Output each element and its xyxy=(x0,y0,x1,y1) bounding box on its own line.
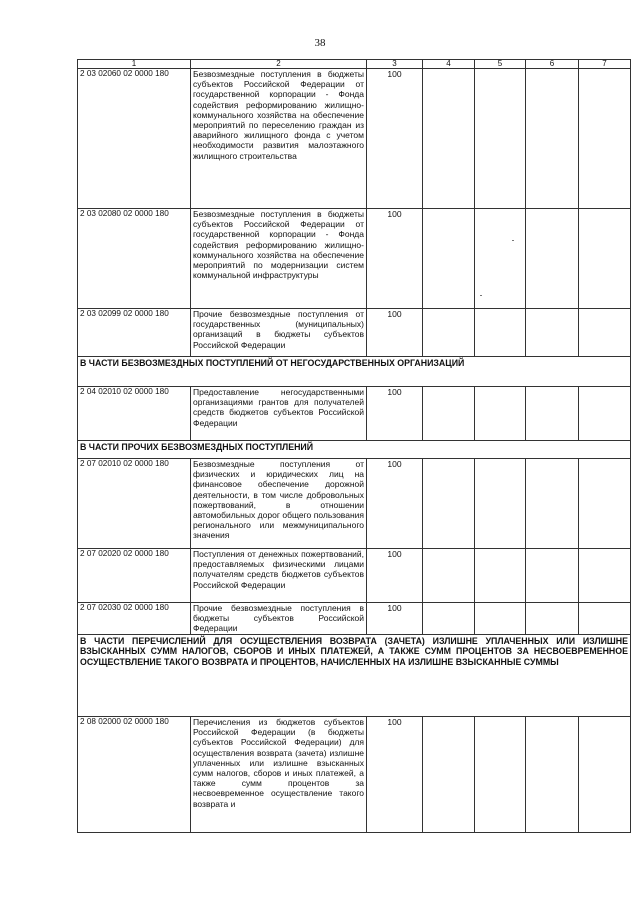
table-row xyxy=(78,549,631,603)
empty-cell xyxy=(475,209,526,309)
budget-code: 2 03 02060 02 0000 180 xyxy=(78,69,191,209)
empty-cell xyxy=(579,603,631,635)
empty-cell xyxy=(475,69,526,209)
empty-cell xyxy=(526,69,579,209)
column-number: 2 xyxy=(191,60,367,69)
budget-code: 2 03 02099 02 0000 180 xyxy=(78,309,191,357)
budget-code: 2 07 02030 02 0000 180 xyxy=(78,603,191,635)
budget-code: 2 07 02010 02 0000 180 xyxy=(78,459,191,549)
table-row xyxy=(78,717,631,833)
table-row xyxy=(78,309,631,357)
empty-cell xyxy=(475,309,526,357)
table-row xyxy=(78,69,631,209)
scan-speck xyxy=(512,240,514,241)
column-number: 6 xyxy=(526,60,579,69)
section-heading: В ЧАСТИ БЕЗВОЗМЕЗДНЫХ ПОСТУПЛЕНИЙ ОТ НЕГОСУДАРСТВЕННЫХ ОРГАНИЗАЦИЙ xyxy=(78,357,631,387)
budget-code: 2 03 02080 02 0000 180 xyxy=(78,209,191,309)
page-number: 38 xyxy=(314,37,326,49)
empty-cell xyxy=(579,549,631,603)
revenue-description: Безвозмездные поступления от физических и юридических лиц на финансовое обеспечение дорожной деятельности, в том числе добровольных пожертвований, в отношении автомобильных дорог общего пользования регионального или межмуниципального значения xyxy=(191,459,367,549)
percent-value: 100 xyxy=(367,309,423,357)
column-number: 5 xyxy=(475,60,526,69)
empty-cell xyxy=(423,387,475,441)
empty-cell xyxy=(423,69,475,209)
empty-cell xyxy=(475,549,526,603)
revenue-description: Прочие безвозмездные поступления в бюджеты субъектов Российской Федерации xyxy=(191,603,367,635)
empty-cell xyxy=(579,387,631,441)
percent-value: 100 xyxy=(367,459,423,549)
empty-cell xyxy=(475,387,526,441)
empty-cell xyxy=(423,717,475,833)
empty-cell xyxy=(526,309,579,357)
revenue-description: Предоставление негосударственными организациями грантов для получателей средств бюджетов субъектов Российской Федерации xyxy=(191,387,367,441)
revenue-table xyxy=(77,59,631,833)
empty-cell xyxy=(423,549,475,603)
percent-value: 100 xyxy=(367,603,423,635)
budget-code: 2 07 02020 02 0000 180 xyxy=(78,549,191,603)
percent-value: 100 xyxy=(367,69,423,209)
table-row xyxy=(78,459,631,549)
empty-cell xyxy=(475,603,526,635)
section-heading: В ЧАСТИ ПЕРЕЧИСЛЕНИЙ ДЛЯ ОСУЩЕСТВЛЕНИЯ ВОЗВРАТА (ЗАЧЕТА) ИЗЛИШНЕ УПЛАЧЕННЫХ ИЛИ ИЗЛИШНЕ ВЗЫСКАННЫХ СУММ НАЛОГОВ, СБОРОВ И ИНЫХ ПЛАТЕЖЕЙ, А ТАКЖЕ СУММ ПРОЦЕНТОВ ЗА НЕСВОЕВРЕМЕННОЕ ОСУЩЕСТВЛЕНИЕ ТАКОГО ВОЗВРАТА И ПРОЦЕНТОВ, НАЧИСЛЕННЫХ НА ИЗЛИШНЕ ВЗЫСКАННЫЕ СУММЫ xyxy=(78,635,631,717)
budget-code: 2 04 02010 02 0000 180 xyxy=(78,387,191,441)
empty-cell xyxy=(526,549,579,603)
revenue-description: Прочие безвозмездные поступления от государственных (муниципальных) организаций в бюджеты субъектов Российской Федерации xyxy=(191,309,367,357)
empty-cell xyxy=(475,717,526,833)
empty-cell xyxy=(579,209,631,309)
empty-cell xyxy=(423,603,475,635)
revenue-description: Перечисления из бюджетов субъектов Российской Федерации (в бюджеты субъектов Российской Федерации) для осуществления возврата (зачета) излишне уплаченных или излишне взысканных сумм налогов, сборов и иных платежей, а также сумм процентов за несвоевременное осуществление такого возврата и xyxy=(191,717,367,833)
empty-cell xyxy=(526,387,579,441)
column-number: 4 xyxy=(423,60,475,69)
percent-value: 100 xyxy=(367,387,423,441)
empty-cell xyxy=(526,209,579,309)
section-heading-row xyxy=(78,357,631,387)
section-heading-row xyxy=(78,441,631,459)
column-number-row xyxy=(78,60,631,69)
empty-cell xyxy=(475,459,526,549)
empty-cell xyxy=(526,717,579,833)
column-number: 7 xyxy=(579,60,631,69)
empty-cell xyxy=(526,459,579,549)
empty-cell xyxy=(423,209,475,309)
empty-cell xyxy=(579,309,631,357)
empty-cell xyxy=(423,309,475,357)
empty-cell xyxy=(579,459,631,549)
percent-value: 100 xyxy=(367,717,423,833)
table-row xyxy=(78,603,631,635)
budget-code: 2 08 02000 02 0000 180 xyxy=(78,717,191,833)
empty-cell xyxy=(579,69,631,209)
scan-speck xyxy=(480,295,482,296)
percent-value: 100 xyxy=(367,549,423,603)
revenue-description: Безвозмездные поступления в бюджеты субъектов Российской Федерации от государственной корпорации - Фонда содействия реформированию жилищно-коммунального хозяйства на обеспечение мероприятий по модернизации систем коммунальной инфраструктуры xyxy=(191,209,367,309)
revenue-description: Поступления от денежных пожертвований, предоставляемых физическими лицами получателям средств бюджетов субъектов Российской Федерации xyxy=(191,549,367,603)
section-heading: В ЧАСТИ ПРОЧИХ БЕЗВОЗМЕЗДНЫХ ПОСТУПЛЕНИЙ xyxy=(78,441,631,459)
empty-cell xyxy=(579,717,631,833)
table-row xyxy=(78,387,631,441)
column-number: 3 xyxy=(367,60,423,69)
revenue-description: Безвозмездные поступления в бюджеты субъектов Российской Федерации от государственной корпорации - Фонда содействия реформированию жилищно-коммунального хозяйства на обеспечение мероприятий по переселению граждан из аварийного жилищного фонда с учетом необходимости развития малоэтажного жилищного строительства xyxy=(191,69,367,209)
table-row xyxy=(78,209,631,309)
column-number: 1 xyxy=(78,60,191,69)
section-heading-row xyxy=(78,635,631,717)
empty-cell xyxy=(423,459,475,549)
percent-value: 100 xyxy=(367,209,423,309)
empty-cell xyxy=(526,603,579,635)
